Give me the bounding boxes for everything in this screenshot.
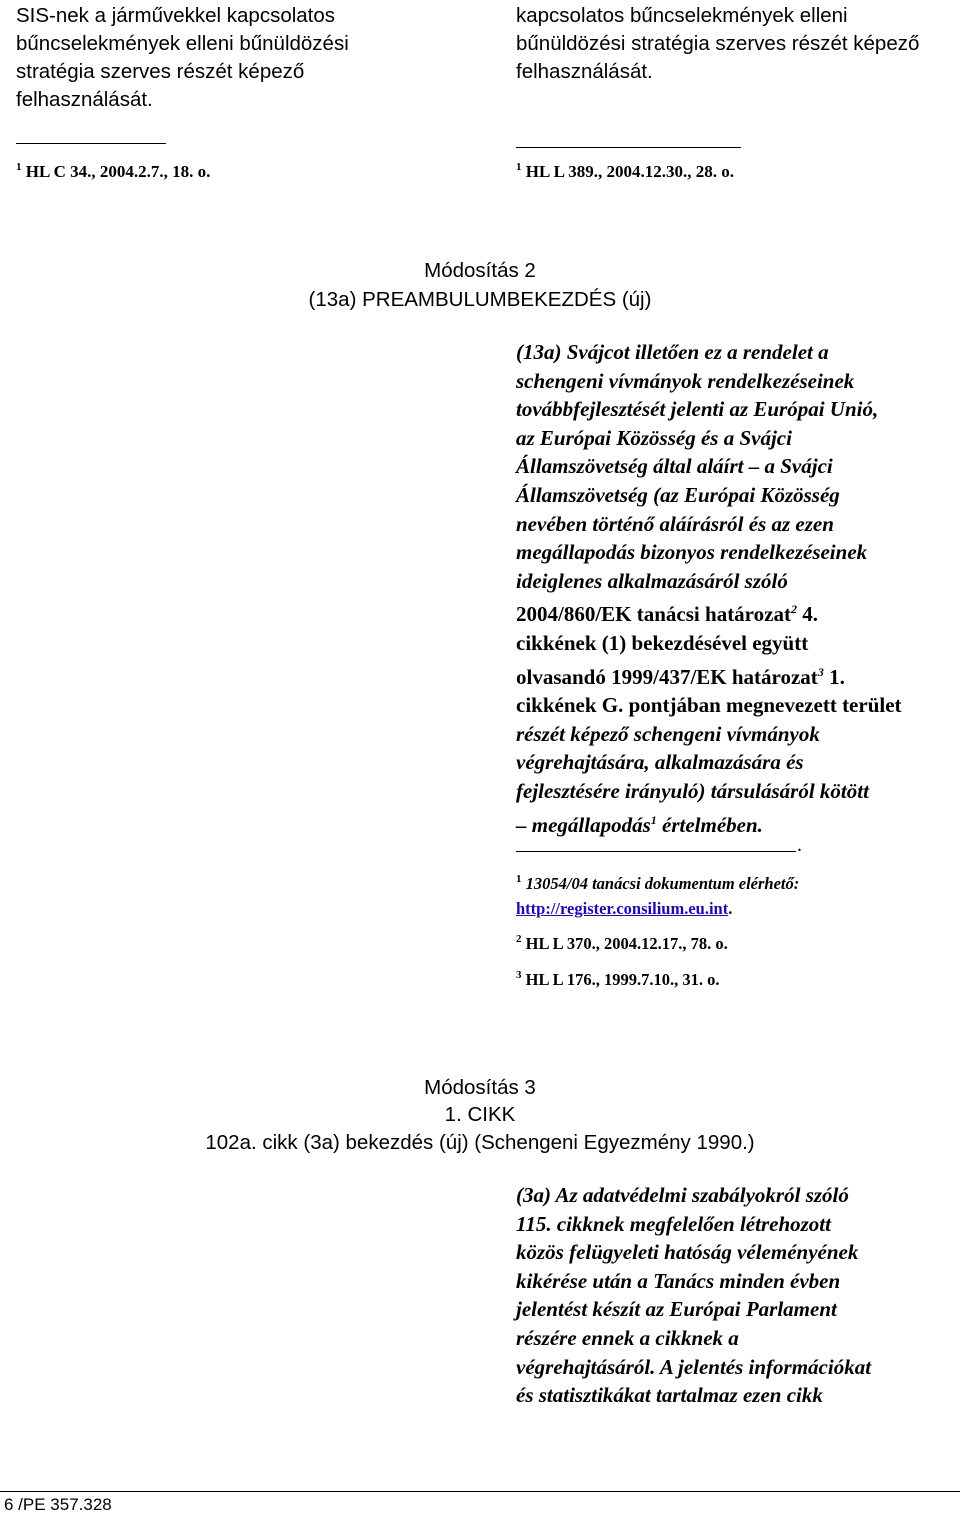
footnote-text: HL L 176., 1999.7.10., 31. o. bbox=[521, 970, 720, 989]
top-left-text bbox=[16, 2, 349, 114]
text-line: stratégia szerves részét képező bbox=[16, 60, 305, 83]
text-line: cikkének G. pontjában megnevezett terület bbox=[516, 693, 902, 718]
text-line bbox=[516, 595, 902, 629]
footnote bbox=[516, 933, 728, 954]
text-line: cikkének (1) bekezdésével együtt bbox=[516, 630, 809, 655]
amendment-text bbox=[516, 338, 902, 839]
text-line: és statisztikákat tartalmaz ezen cikk bbox=[516, 1383, 823, 1408]
amendment-title: Módosítás 3 bbox=[424, 1076, 536, 1099]
footnote bbox=[516, 161, 734, 182]
text-line: kapcsolatos bűncselekmények elleni bbox=[516, 4, 848, 27]
amendment-title: Módosítás 2 bbox=[424, 259, 536, 282]
footnote-ref: 1 bbox=[650, 812, 657, 827]
footnote-ref: 2 bbox=[790, 602, 797, 617]
page-number: 6 /PE 357.328 bbox=[4, 1495, 112, 1514]
top-right-text bbox=[516, 2, 919, 86]
text-line: schengeni vívmányok rendelkezéseinek bbox=[516, 368, 855, 393]
footnote-text: 13054/04 tanácsi dokumentum elérhető: bbox=[521, 874, 800, 893]
footnote-number: 3 bbox=[516, 969, 522, 981]
footnote-text: . bbox=[728, 899, 733, 918]
text-line: végrehajtására, alkalmazására és bbox=[516, 750, 804, 775]
text-line: megállapodás bizonyos rendelkezéseinek bbox=[516, 540, 868, 565]
footnote-number: 1 bbox=[516, 161, 522, 173]
footnote-ref: 3 bbox=[817, 664, 824, 679]
text-line: részére ennek a cikknek a bbox=[516, 1325, 739, 1350]
text-line: végrehajtásáról. A jelentés információkat bbox=[516, 1354, 872, 1379]
text-segment: – megállapodás bbox=[516, 812, 651, 837]
text-line: Államszövetség (az Európai Közösség bbox=[516, 482, 840, 507]
footnote-link[interactable]: http://register.consilium.eu.int bbox=[516, 899, 729, 918]
text-line bbox=[516, 658, 902, 692]
footnote bbox=[516, 969, 720, 990]
text-line: közös felügyeleti hatóság véleményének bbox=[516, 1240, 859, 1265]
text-segment: 4. bbox=[796, 602, 818, 627]
footnote-separator bbox=[516, 851, 796, 852]
text-line: felhasználását. bbox=[16, 88, 153, 111]
text-line: (3a) Az adatvédelmi szabályokról szóló bbox=[516, 1183, 849, 1207]
text-line: az Európai Közösség és a Svájci bbox=[516, 425, 792, 450]
amendment-article: 1. CIKK bbox=[444, 1103, 516, 1126]
text-line: továbbfejlesztését jelenti az Európai Unió, bbox=[516, 397, 879, 422]
text-segment: 2004/860/EK tanácsi határozat bbox=[516, 602, 791, 627]
footnote-separator bbox=[16, 143, 166, 144]
text-segment: olvasandó 1999/437/EK határozat bbox=[516, 664, 818, 689]
text-line: fejlesztésére irányuló) társulásáról kötött bbox=[516, 778, 869, 803]
text-line bbox=[516, 806, 902, 840]
amendment-text bbox=[516, 1181, 871, 1410]
footnote-text: HL L 389., 2004.12.30., 28. o. bbox=[521, 162, 735, 181]
text-line: (13a) Svájcot illetően ez a rendelet a bbox=[516, 340, 829, 364]
text-line: részét képező schengeni vívmányok bbox=[516, 721, 820, 746]
text-line: nevében történő aláírásról és az ezen bbox=[516, 511, 834, 536]
footnote-number: 1 bbox=[516, 873, 522, 885]
footnote-number: 2 bbox=[516, 933, 522, 945]
text-line: jelentést készít az Európai Parlament bbox=[516, 1297, 837, 1322]
text-segment: 1. bbox=[823, 664, 845, 689]
footnote-number: 1 bbox=[16, 161, 22, 173]
amendment-subtitle: (13a) PREAMBULUMBEKEZDÉS (új) bbox=[308, 288, 652, 311]
text-line: Államszövetség által aláírt – a Svájci bbox=[516, 454, 833, 479]
footnote-text: HL C 34., 2004.2.7., 18. o. bbox=[21, 162, 211, 181]
text-line: ideiglenes alkalmazásáról szóló bbox=[516, 568, 788, 593]
amendment-subtitle: 102a. cikk (3a) bekezdés (új) (Schengeni Egyezmény 1990.) bbox=[205, 1131, 755, 1154]
footnote bbox=[16, 161, 210, 182]
text-line: bűnüldözési stratégia szerves részét képező bbox=[516, 32, 920, 55]
footnote bbox=[516, 873, 799, 894]
footnote-separator bbox=[516, 147, 741, 148]
separator-dot: . bbox=[797, 834, 802, 856]
footer-rule bbox=[0, 1491, 960, 1492]
text-line: SIS-nek a járművekkel kapcsolatos bbox=[16, 4, 336, 27]
text-line: kikérése után a Tanács minden évben bbox=[516, 1268, 841, 1293]
text-line: bűncselekmények elleni bűnüldözési bbox=[16, 32, 349, 55]
footnote-text: HL L 370., 2004.12.17., 78. o. bbox=[521, 934, 728, 953]
text-segment: értelmében. bbox=[656, 812, 763, 837]
footnote-link-line bbox=[516, 899, 732, 919]
text-line: 115. cikknek megfelelően létrehozott bbox=[516, 1211, 831, 1236]
text-line: felhasználását. bbox=[516, 60, 653, 83]
